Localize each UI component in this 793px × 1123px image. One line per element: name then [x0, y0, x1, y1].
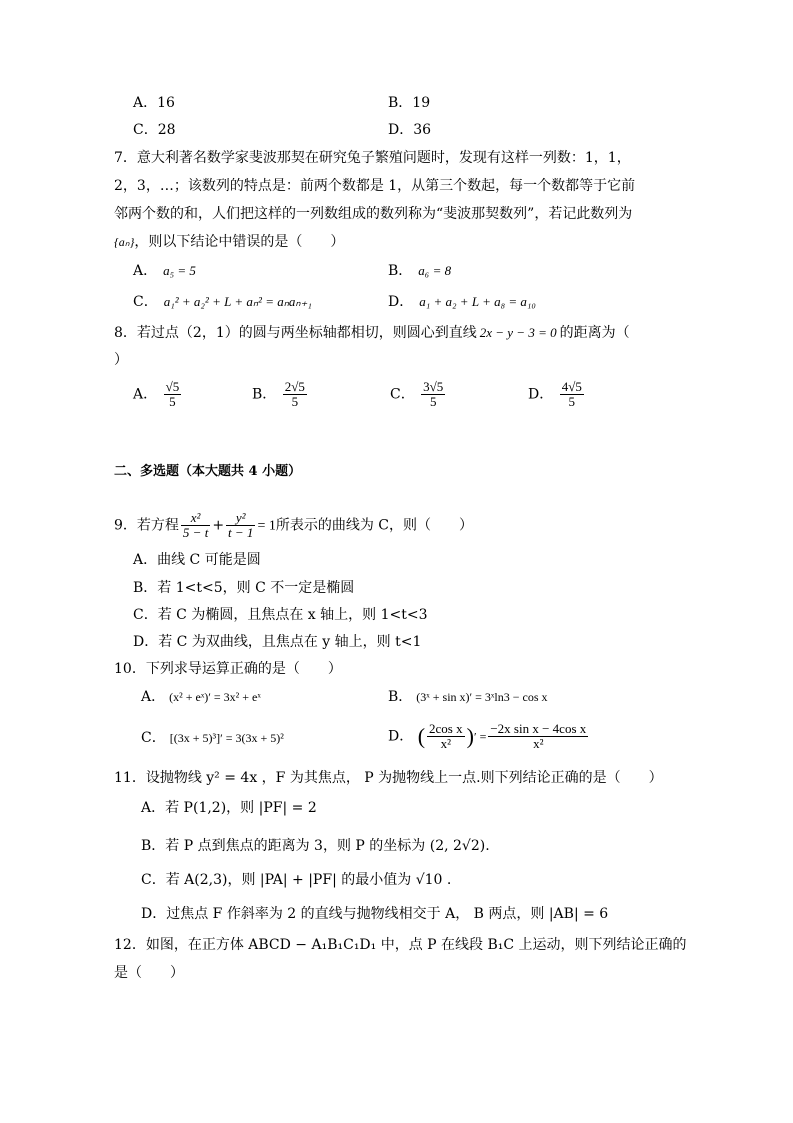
- q8-stem-line1: [114, 323, 630, 343]
- q7-stem-line3: 邻两个数的和，人们把这样的一列数组成的数列称为“斐波那契数列”，若记此数列为: [114, 206, 633, 222]
- q6-option-a: A．16: [133, 95, 175, 111]
- q10-open-paren: (: [417, 723, 426, 749]
- q8-option-a-fraction: $\frac{√5}{5}$: [165, 379, 180, 409]
- q9-option-b: B．若 1<t<5，则 C 不一定是椭圆: [133, 580, 355, 596]
- q9-tail: 所表示的曲线为 C，则（ ）: [275, 517, 474, 534]
- q9-plus: +: [212, 517, 225, 534]
- q8-option-b-fraction: $\frac{2√5}{5}$: [284, 379, 305, 409]
- q7-option-b-label: B．: [388, 263, 413, 279]
- q9-equals-one: = 1: [257, 518, 276, 534]
- q11-option-d: D．过焦点 F 作斜率为 2 的直线与抛物线相交于 A， B 两点，则 |AB| = 6: [141, 906, 609, 922]
- q10-option-c-math: [(3x + 5)³]′ = 3(3x + 5)²: [169, 731, 284, 745]
- q10-stem: 10．下列求导运算正确的是（ ）: [114, 661, 342, 677]
- q8-line-equation: 2x − y − 3 = 0: [479, 325, 557, 340]
- q11-option-a: A．若 P(1,2)，则 |PF| = 2: [141, 800, 317, 816]
- q8-stem-text: 8．若过点（2，1）的圆与两坐标轴都相切，则圆心到直线: [114, 325, 477, 341]
- q10-option-a-label: A．: [141, 689, 166, 705]
- q10-option-a-math: (x² + eˣ)′ = 3x² + eˣ: [169, 690, 261, 704]
- q11-option-b: B．若 P 点到焦点的距离为 3，则 P 的坐标为 (2, 2√2).: [141, 838, 490, 854]
- q7-option-a-math: a₅ = 5: [163, 263, 196, 278]
- q9-option-a: A．曲线 C 可能是圆: [133, 552, 261, 568]
- q7-option-a: [133, 261, 196, 281]
- section-heading-multiple-choice: 二、多选题（本大题共 4 小题）: [114, 464, 302, 479]
- q8-option-c-fraction: $\frac{3√5}{5}$: [423, 379, 444, 409]
- q7-option-d-math: a₁ + a₂ + L + a₈ = a₁₀: [419, 294, 536, 309]
- q7-stem-line2: 2，3，…；该数列的特点是：前两个数都是 1，从第三个数起，每一个数都等于它前: [114, 178, 636, 194]
- q11-stem: 11．设抛物线 y² = 4x ，F 为其焦点， P 为抛物线上一点.则下列结论正确的是（ ）: [114, 770, 663, 786]
- q7-option-c: [133, 292, 312, 312]
- q8-option-d-label: D．: [528, 386, 554, 403]
- q10-option-d-left-fraction: $\frac{\text{2cos x}}{\text{x²}}$: [429, 721, 463, 751]
- q8-option-d-fraction: $\frac{4√5}{5}$: [561, 379, 582, 409]
- q10-option-b-label: B．: [388, 689, 413, 705]
- q8-option-c-label: C．: [390, 386, 415, 403]
- q10-close-paren: ): [466, 723, 474, 749]
- q8-option-c: [390, 380, 447, 409]
- q11-option-c: C．若 A(2,3)，则 |PA| + |PF| 的最小值为 √10 .: [141, 872, 452, 888]
- q8-option-d: [528, 380, 586, 409]
- q10-option-d-prime: ′ =: [473, 729, 487, 744]
- q9-fraction-y: $\frac{\text{y²}}{t - 1}$: [228, 510, 254, 540]
- q8-option-a-label: A．: [133, 386, 158, 403]
- q6-option-b: B．19: [388, 95, 431, 111]
- q10-option-b-math: (3ˣ + sin x)′ = 3ˣln3 − cos x: [416, 690, 548, 704]
- q7-option-c-label: C．: [133, 294, 158, 310]
- q9-fraction-x: $\frac{\text{x²}}{5 - t}$: [182, 510, 209, 540]
- q10-option-b: [388, 687, 548, 707]
- q7-option-d-label: D．: [388, 294, 414, 310]
- q10-option-a: [141, 687, 261, 707]
- q7-option-b-math: a₆ = 8: [418, 263, 452, 278]
- q7-stem-line4: [114, 232, 344, 252]
- q8-option-b: [252, 380, 309, 409]
- q10-option-c: [141, 728, 284, 748]
- q6-option-c: C．28: [133, 122, 176, 138]
- q9-option-c: C．若 C 为椭圆，且焦点在 x 轴上，则 1<t<3: [133, 607, 428, 623]
- q7-option-a-label: A．: [133, 263, 158, 279]
- q8-option-a: [133, 380, 183, 409]
- q9-option-d: D．若 C 为双曲线，且焦点在 y 轴上，则 t<1: [133, 634, 422, 650]
- q12-stem-line2: 是（ ）: [114, 965, 184, 981]
- q7-option-d: [388, 292, 536, 312]
- q7-option-c-math: a₁² + a₂² + L + aₙ² = aₙaₙ₊₁: [163, 294, 312, 309]
- q10-option-d-label: D．: [388, 728, 414, 745]
- q12-stem-line1: 12．如图，在正方体 ABCD − A₁B₁C₁D₁ 中，点 P 在线段 B₁C 上运动，则下列结论正确的: [114, 937, 687, 953]
- q10-option-c-label: C．: [141, 730, 166, 746]
- q6-option-d: D．36: [388, 122, 432, 138]
- q7-sequence-symbol: {aₙ}: [114, 235, 135, 249]
- q9-prefix: 9．若方程: [114, 517, 179, 534]
- q8-stem-line2: ）: [114, 352, 128, 368]
- q7-stem-line1: 7．意大利著名数学家斐波那契在研究兔子繁殖问题时，发现有这样一列数：1，1，: [114, 150, 631, 166]
- q8-option-b-label: B．: [252, 386, 277, 403]
- q8-stem-tail: 的距离为（: [559, 325, 630, 341]
- q10-option-d: [388, 722, 590, 751]
- q7-option-b: [388, 261, 451, 281]
- q9-stem: [114, 511, 473, 540]
- q10-option-d-right-fraction: $\frac{\text{−2x sin x − 4cos x}}{\text{x²}}$: [490, 721, 587, 751]
- q7-stem-tail: ，则以下结论中错误的是（ ）: [134, 234, 345, 250]
